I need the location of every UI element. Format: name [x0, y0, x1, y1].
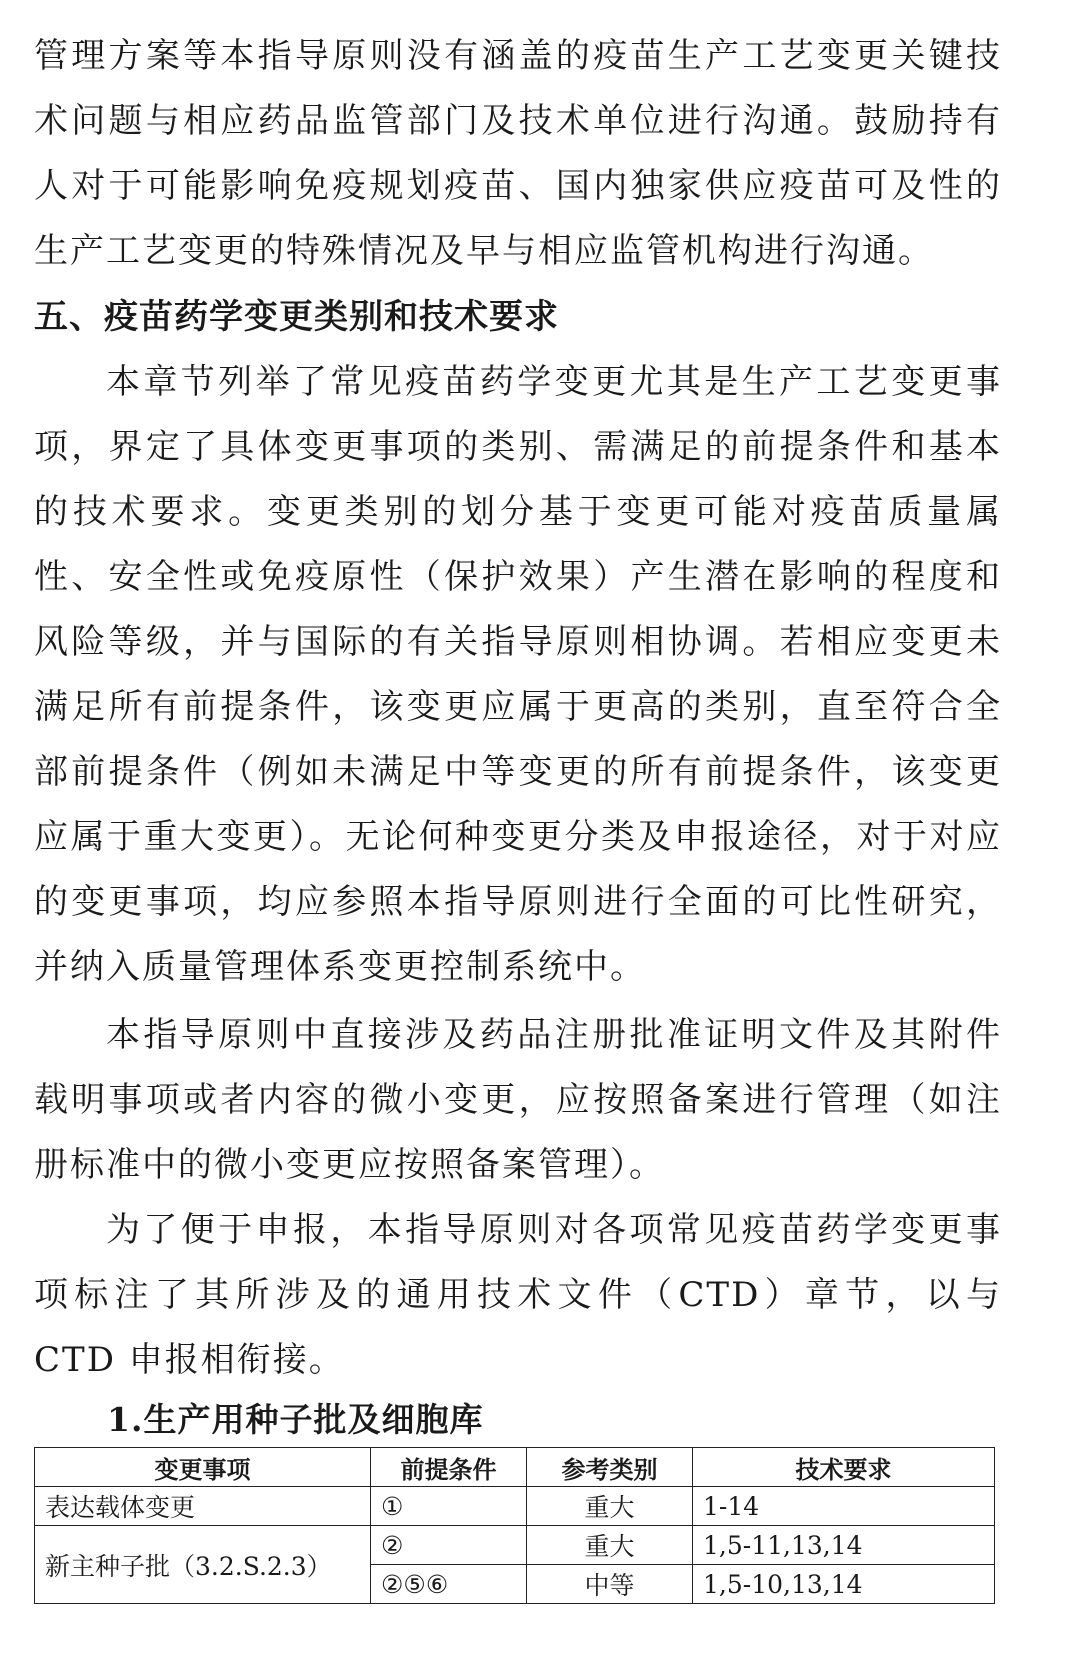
cell-precondition: ② [371, 1526, 527, 1565]
table-row [35, 1487, 995, 1526]
header-requirements: 技术要求 [693, 1448, 995, 1487]
cell-category: 中等 [527, 1565, 693, 1604]
header-change-item: 变更事项 [35, 1448, 371, 1487]
table-row [35, 1526, 995, 1565]
cell-requirements: 1,5-10,13,14 [693, 1565, 995, 1604]
table-header-row [35, 1448, 995, 1487]
change-items-table [34, 1447, 995, 1604]
paragraph-change-categories: 本章节列举了常见疫苗药学变更尤其是生产工艺变更事项，界定了具体变更事项的类别、需满足的前提条件和基本的技术要求。变更类别的划分基于变更可能对疫苗质量属性、安全性或免疫原性（保护效果）产生潜在影响的程度和风险等级，并与国际的有关指导原则相协调。若相应变更未满足所有前提条件，该变更应属于更高的类别，直至符合全部前提条件（例如未满足中等变更的所有前提条件，该变更应属于重大变更）。无论何种变更分类及申报途径，对于对应的变更事项，均应参照本指导原则进行全面的可比性研究，并纳入质量管理体系变更控制系统中。 [34, 362, 1002, 987]
cell-requirements: 1,5-11,13,14 [693, 1526, 995, 1565]
cell-change-item: 表达载体变更 [35, 1487, 371, 1526]
cell-change-item: 新主种子批（3.2.S.2.3） [35, 1526, 371, 1604]
paragraph-minor-changes: 本指导原则中直接涉及药品注册批准证明文件及其附件载明事项或者内容的微小变更，应按照备案进行管理（如注册标准中的微小变更应按照备案管理）。 [34, 1015, 1002, 1185]
section-heading-5: 五、疫苗药学变更类别和技术要求 [34, 297, 559, 337]
subsection-heading-seed-lots: 1.生产用种子批及细胞库 [107, 1400, 484, 1439]
paragraph-ctd-sections: 为了便于申报，本指导原则对各项常见疫苗药学变更事项标注了其所涉及的通用技术文件（CTD）章节，以与 CTD 申报相衔接。 [34, 1210, 1002, 1380]
header-category: 参考类别 [527, 1448, 693, 1487]
cell-category: 重大 [527, 1526, 693, 1565]
cell-category: 重大 [527, 1487, 693, 1526]
header-precondition: 前提条件 [371, 1448, 527, 1487]
cell-requirements: 1-14 [693, 1487, 995, 1526]
paragraph-communication: 管理方案等本指导原则没有涵盖的疫苗生产工艺变更关键技术问题与相应药品监管部门及技术单位进行沟通。鼓励持有人对于可能影响免疫规划疫苗、国内独家供应疫苗可及性的生产工艺变更的特殊情况及早与相应监管机构进行沟通。 [34, 36, 1002, 271]
cell-precondition: ① [371, 1487, 527, 1526]
cell-precondition: ②⑤⑥ [371, 1565, 527, 1604]
